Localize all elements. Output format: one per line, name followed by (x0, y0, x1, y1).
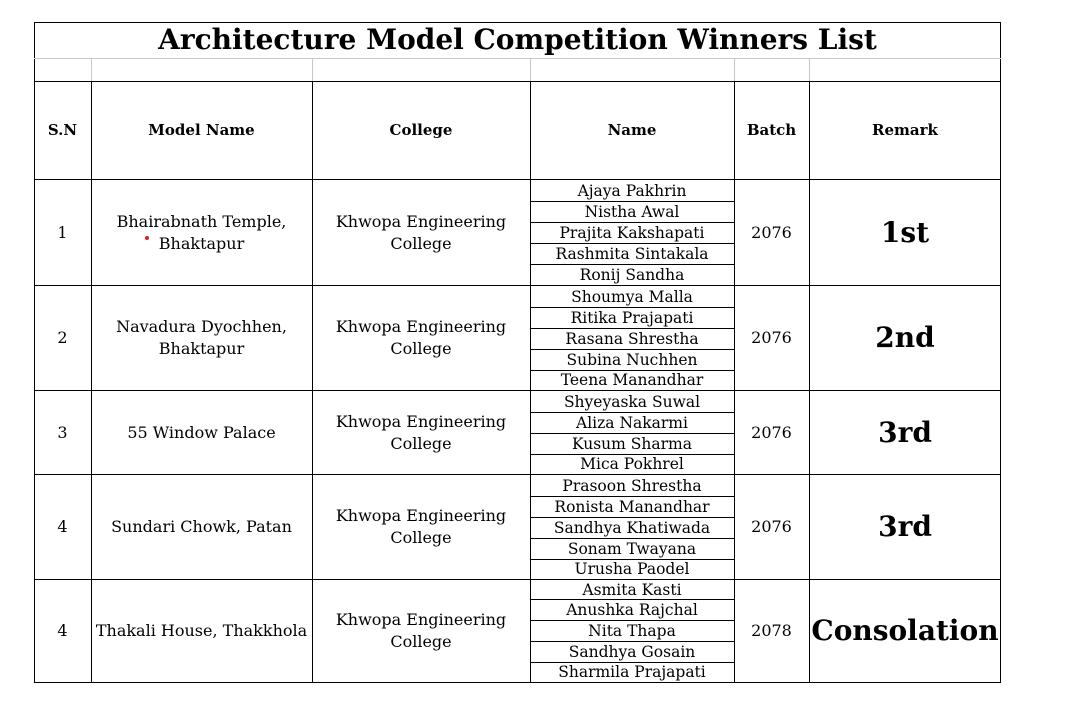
college-line1: Khwopa Engineering (335, 211, 507, 231)
member-name: Sandhya Khatiwada (553, 518, 711, 537)
member-name: Prasoon Shrestha (562, 476, 702, 495)
batch: 2076 (751, 328, 792, 347)
member-name: Sandhya Gosain (568, 642, 696, 661)
college (312, 180, 530, 285)
member-name: Teena Manandhar (560, 371, 704, 389)
member-name: Ajaya Pakhrin (577, 181, 687, 200)
header-batch: Batch (746, 121, 797, 139)
batch: 2078 (751, 621, 792, 640)
page-title: Architecture Model Competition Winners List (158, 23, 877, 56)
college-line1: Khwopa Engineering (335, 317, 507, 336)
member-name: Subina Nuchhen (566, 350, 698, 369)
member-name: Shoumya Malla (571, 287, 693, 306)
remark-award: 2nd (875, 321, 935, 354)
model-name-line2: Bhaktapur (158, 339, 245, 358)
model-name-line1: Thakali House, Thakkhola (95, 621, 308, 640)
model-name (91, 180, 312, 285)
header-model-name: Model Name (148, 121, 255, 139)
member-name: Rasana Shrestha (565, 329, 699, 348)
college-line2: College (390, 632, 452, 651)
member-name: Sharmila Prajapati (558, 663, 706, 681)
model-name-line1: Sundari Chowk, Patan (111, 517, 292, 536)
member-name: Ronij Sandha (579, 265, 685, 284)
batch: 2076 (751, 422, 792, 442)
batch: 2076 (751, 222, 792, 242)
model-name-line1: Bhairabnath Temple, (116, 211, 287, 231)
member-name: Nistha Awal (584, 202, 680, 221)
member-name: Ronista Manandhar (554, 497, 710, 516)
remark-award: 3rd (878, 415, 932, 449)
row-sn: 1 (57, 222, 68, 242)
remark-award: Consolation (811, 614, 999, 647)
model-name-line2: Bhaktapur (158, 233, 245, 253)
member-name: Kusum Sharma (572, 434, 692, 453)
header-sn: S.N (47, 121, 78, 139)
row-sn: 2 (57, 328, 68, 347)
red-dot-mark (145, 236, 149, 240)
member-name: Mica Pokhrel (580, 455, 684, 473)
college (312, 580, 530, 682)
model-name (91, 475, 312, 579)
row-sn: 4 (57, 517, 68, 536)
college-line1: Khwopa Engineering (335, 411, 507, 431)
college-line2: College (390, 233, 452, 253)
header-remark: Remark (872, 121, 938, 139)
member-name: Shyeyaska Suwal (563, 392, 701, 411)
member-name: Anushka Rajchal (566, 600, 698, 619)
member-name: Sonam Twayana (567, 539, 697, 558)
model-name (91, 286, 312, 390)
batch: 2076 (751, 517, 792, 536)
model-name (91, 580, 312, 682)
member-name: Ritika Prajapati (570, 308, 694, 327)
member-name: Asmita Kasti (582, 580, 682, 599)
model-name-line1: Navadura Dyochhen, (116, 317, 287, 336)
college (312, 391, 530, 474)
college-line1: Khwopa Engineering (335, 610, 507, 629)
college-line2: College (390, 339, 452, 358)
header-college: College (389, 121, 453, 139)
model-name-line1: 55 Window Palace (127, 422, 276, 442)
remark-award: 3rd (878, 510, 932, 543)
winners-sheet (34, 22, 1001, 683)
member-name: Aliza Nakarmi (576, 413, 688, 432)
model-name (91, 391, 312, 474)
college-line1: Khwopa Engineering (335, 506, 507, 525)
college (312, 286, 530, 390)
college (312, 475, 530, 579)
header-name: Name (607, 121, 657, 139)
remark-award: 1st (880, 215, 930, 249)
college-line2: College (390, 528, 452, 547)
college-line2: College (390, 433, 452, 453)
member-name: Rashmita Sintakala (555, 244, 709, 263)
member-name: Nita Thapa (588, 621, 676, 640)
member-name: Urusha Paodel (574, 560, 690, 578)
row-sn: 4 (57, 621, 68, 640)
row-sn: 3 (57, 422, 68, 442)
member-name: Prajita Kakshapati (559, 223, 705, 242)
